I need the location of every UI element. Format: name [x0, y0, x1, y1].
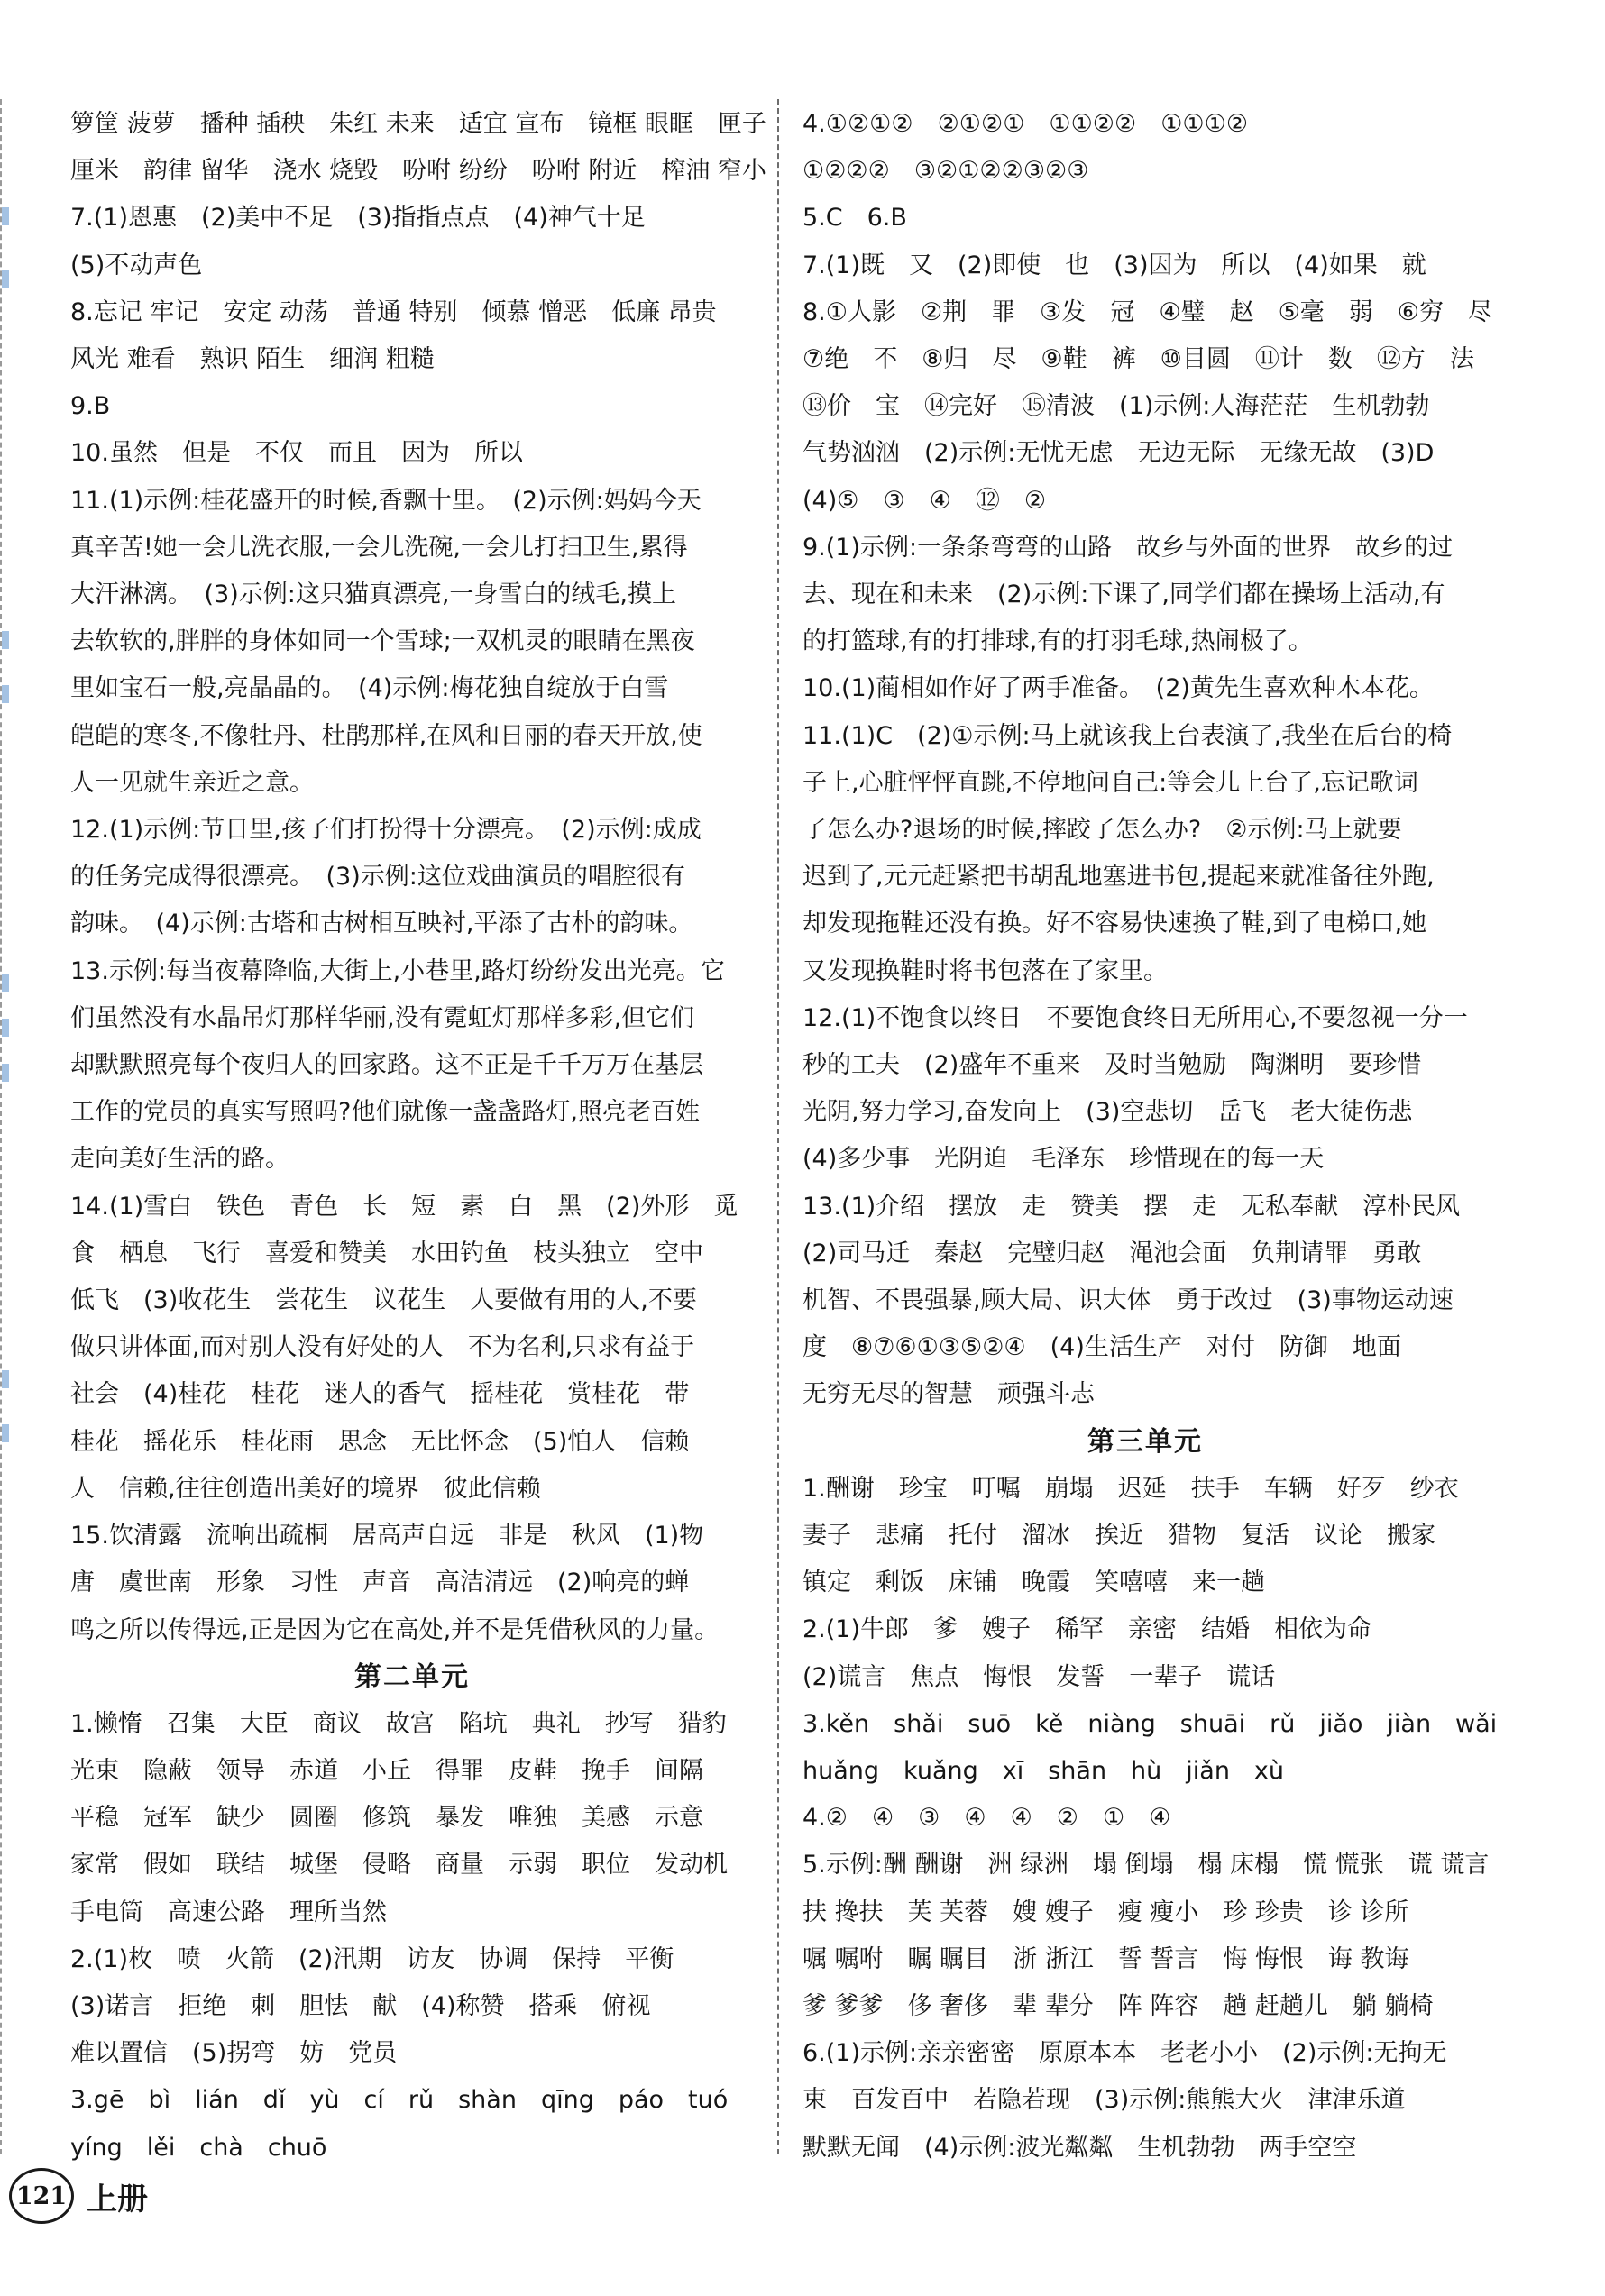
answer-line: 去、现在和未来 (2)示例:下课了,同学们都在操场上活动,有 [802, 581, 1445, 609]
answer-line: 人 信赖,往往创造出美好的境界 彼此信赖 [70, 1474, 541, 1503]
answer-line: 10.(1)蔺相如作好了两手准备。 (2)黄先生喜欢种木本花。 [802, 674, 1434, 703]
answer-line: 平稳 冠军 缺少 圆圈 修筑 暴发 唯独 美感 示意 [70, 1804, 703, 1833]
answer-line: 里如宝石一般,亮晶晶的。 (4)示例:梅花独自绽放于白雪 [70, 674, 669, 703]
answer-line: yíng lěi chà chuō [70, 2133, 327, 2162]
answer-line: 低飞 (3)收花生 尝花生 议花生 人要做有用的人,不要 [70, 1286, 697, 1315]
answer-line: 镇定 剩饭 床铺 晚霞 笑嘻嘻 来一趟 [802, 1569, 1265, 1597]
answer-line: 们虽然没有水晶吊灯那样华丽,没有霓虹灯那样多彩,但它们 [70, 1003, 695, 1032]
margin-mark [2, 974, 9, 992]
answer-line: 14.(1)雪白 铁色 青色 长 短 素 白 黑 (2)外形 觅 [70, 1192, 738, 1221]
volume-label: 上册 [87, 2181, 148, 2218]
answer-line: 做只讲体面,而对别人没有好处的人 不为名利,只求有益于 [70, 1333, 695, 1362]
answer-line: 的打篮球,有的打排球,有的打羽毛球,热闹极了。 [802, 627, 1313, 656]
answer-line: 2.(1)枚 喷 火箭 (2)汛期 访友 协调 保持 平衡 [70, 1944, 674, 1973]
margin-mark [2, 1064, 9, 1082]
section-heading: 第三单元 [1087, 1425, 1203, 1458]
margin-mark [2, 631, 9, 649]
answer-line: 了怎么办?退场的时候,摔跤了怎么办? ②示例:马上就要 [802, 816, 1402, 845]
answer-line: ①②②② ③②①②②③②③ [802, 157, 1089, 186]
answer-line: 3.kěn shǎi suō kě niàng shuāi rǔ jiǎo jiàn wǎi [802, 1709, 1498, 1738]
answer-line: 唐 虞世南 形象 习性 声音 高洁清远 (2)响亮的蝉 [70, 1569, 690, 1597]
answer-line: (4)⑤ ③ ④ ⑫ ② [802, 486, 1047, 515]
margin-mark [2, 270, 9, 288]
answer-line: 家常 假如 联结 城堡 侵略 商量 示弱 职位 发动机 [70, 1851, 728, 1880]
answer-line: 度 ⑧⑦⑥①③⑤②④ (4)生活生产 对付 防御 地面 [802, 1333, 1401, 1362]
answer-line: 去软软的,胖胖的身体如同一个雪球;一双机灵的眼睛在黑夜 [70, 627, 695, 656]
answer-line: 11.(1)C (2)①示例:马上就该我上台表演了,我坐在后台的椅 [802, 721, 1453, 750]
answer-line: 光束 隐蔽 领导 赤道 小丘 得罪 皮鞋 挽手 间隔 [70, 1756, 703, 1785]
margin-mark [2, 1370, 9, 1388]
answer-line: 食 栖息 飞行 喜爱和赞美 水田钓鱼 枝头独立 空中 [70, 1239, 703, 1267]
answer-line: 7.(1)既 又 (2)即使 也 (3)因为 所以 (4)如果 就 [802, 251, 1426, 279]
answer-line: 3.gē bì lián dǐ yù cí rǔ shàn qīng páo tuó [70, 2086, 729, 2115]
answer-line: 工作的党员的真实写照吗?他们就像一盏盏路灯,照亮老百姓 [70, 1098, 700, 1127]
answer-line: 8.忘记 牢记 安定 动荡 普通 特别 倾慕 憎恶 低廉 昂贵 [70, 297, 717, 326]
answer-line: 却发现拖鞋还没有换。好不容易快速换了鞋,到了电梯口,她 [802, 910, 1427, 938]
answer-line: 气势汹汹 (2)示例:无忧无虑 无边无际 无缘无故 (3)D [802, 439, 1435, 468]
answer-line: huǎng kuǎng xī shān hù jiǎn xù [802, 1756, 1285, 1785]
answer-line: 扶 搀扶 芙 芙蓉 嫂 嫂子 瘦 瘦小 珍 珍贵 诊 诊所 [802, 1898, 1409, 1926]
answer-line: 默默无闻 (4)示例:波光粼粼 生机勃勃 两手空空 [802, 2133, 1357, 2162]
answer-line: 10.虽然 但是 不仅 而且 因为 所以 [70, 439, 523, 468]
answer-line: 人一见就生亲近之意。 [70, 768, 314, 797]
answer-line: 又发现换鞋时将书包落在了家里。 [802, 956, 1168, 985]
answer-line: 11.(1)示例:桂花盛开的时候,香飘十里。 (2)示例:妈妈今天 [70, 486, 702, 515]
answer-line: 束 百发百中 若隐若现 (3)示例:熊熊大火 津津乐道 [802, 2086, 1406, 2115]
answer-line: 箩筐 菠萝 播种 插秧 朱红 未来 适宜 宣布 镜框 眼眶 匣子 [70, 110, 766, 138]
margin-mark [2, 685, 9, 703]
answer-line: 鸣之所以传得远,正是因为它在高处,并不是凭借秋风的力量。 [70, 1615, 720, 1644]
margin-mark [2, 207, 9, 225]
page-number-badge: 121 [9, 2168, 74, 2224]
answer-line: 厘米 韵律 留华 浇水 烧毁 吩咐 纷纷 吩咐 附近 榨油 窄小 [70, 157, 766, 186]
margin-mark [2, 1424, 9, 1442]
answer-line: (4)多少事 光阴迫 毛泽东 珍惜现在的每一天 [802, 1145, 1325, 1174]
answer-line: 真辛苦!她一会儿洗衣服,一会儿洗碗,一会儿打扫卫生,累得 [70, 533, 688, 562]
answer-line: 9.(1)示例:一条条弯弯的山路 故乡与外面的世界 故乡的过 [802, 533, 1454, 562]
answer-line: 大汗淋漓。 (3)示例:这只猫真漂亮,一身雪白的绒毛,摸上 [70, 581, 677, 609]
answer-line: ⑦绝 不 ⑧归 尽 ⑨鞋 裤 ⑩目圆 ⑪计 数 ⑫方 法 [802, 345, 1474, 374]
left-answer-column [70, 101, 766, 2172]
answer-line: 9.B [70, 392, 111, 421]
answer-line: 嘱 嘱咐 瞩 瞩目 浙 浙江 誓 誓言 悔 悔恨 诲 教诲 [802, 1944, 1409, 1973]
answer-line: 2.(1)牛郎 爹 嫂子 稀罕 亲密 结婚 相依为命 [802, 1615, 1372, 1644]
answer-line: (2)司马迁 秦赵 完璧归赵 渑池会面 负荆请罪 勇敢 [802, 1239, 1422, 1267]
section-heading: 第二单元 [354, 1660, 470, 1693]
answer-line: 光阴,努力学习,奋发向上 (3)空悲切 岳飞 老大徒伤悲 [802, 1098, 1413, 1127]
answer-line: 社会 (4)桂花 桂花 迷人的香气 摇桂花 赏桂花 带 [70, 1380, 690, 1409]
right-answer-column [802, 101, 1498, 2172]
answer-line: 13.示例:每当夜幕降临,大街上,小巷里,路灯纷纷发出光亮。它 [70, 956, 725, 985]
answer-line: 13.(1)介绍 摆放 走 赞美 摆 走 无私奉献 淳朴民风 [802, 1192, 1461, 1221]
answer-line: 风光 难看 熟识 陌生 细润 粗糙 [70, 345, 435, 374]
margin-mark [2, 1019, 9, 1037]
answer-line: 8.①人影 ②荆 罪 ③发 冠 ④璧 赵 ⑤毫 弱 ⑥穷 尽 [802, 297, 1492, 326]
left-margin-binding-line [0, 99, 20, 2154]
answer-line: (2)谎言 焦点 悔恨 发誓 一辈子 谎话 [802, 1662, 1276, 1691]
answer-line: 12.(1)示例:节日里,孩子们打扮得十分漂亮。 (2)示例:成成 [70, 816, 702, 845]
answer-line: 难以置信 (5)拐弯 妨 党员 [70, 2039, 398, 2068]
answer-line: 6.(1)示例:亲亲密密 原原本本 老老小小 (2)示例:无拘无 [802, 2039, 1447, 2068]
answer-line: 妻子 悲痛 托付 溜冰 挨近 猎物 复活 议论 搬家 [802, 1521, 1435, 1550]
answer-line: 1.懒惰 召集 大臣 商议 故宫 陷坑 典礼 抄写 猎豹 [70, 1709, 727, 1738]
answer-line: 无穷无尽的智慧 顽强斗志 [802, 1380, 1095, 1409]
answer-line: (5)不动声色 [70, 251, 203, 279]
answer-line: (3)诺言 拒绝 刺 胆怯 献 (4)称赞 搭乘 俯视 [70, 1991, 651, 2020]
answer-line: 7.(1)恩惠 (2)美中不足 (3)指指点点 (4)神气十足 [70, 204, 646, 233]
answer-line: ⑬价 宝 ⑭完好 ⑮清波 (1)示例:人海茫茫 生机勃勃 [802, 392, 1430, 421]
answer-line: 却默默照亮每个夜归人的回家路。这不正是千千万万在基层 [70, 1051, 703, 1080]
answer-line: 5.C 6.B [802, 204, 907, 233]
answer-line: 韵味。 (4)示例:古塔和古树相互映衬,平添了古朴的韵味。 [70, 910, 693, 938]
answer-line: 的任务完成得很漂亮。 (3)示例:这位戏曲演员的唱腔很有 [70, 863, 685, 892]
answer-line: 1.酬谢 珍宝 叮嘱 崩塌 迟延 扶手 车辆 好歹 纱衣 [802, 1474, 1459, 1503]
answer-line: 子上,心脏怦怦直跳,不停地问自己:等会儿上台了,忘记歌词 [802, 768, 1418, 797]
answer-line: 秒的工夫 (2)盛年不重来 及时当勉励 陶渊明 要珍惜 [802, 1051, 1422, 1080]
page-footer [9, 2168, 148, 2224]
answer-line: 皑皑的寒冬,不像牡丹、杜鹃那样,在风和日丽的春天开放,使 [70, 721, 702, 750]
answer-line: 爹 爹爹 侈 奢侈 辈 辈分 阵 阵容 趟 赶趟儿 躺 躺椅 [802, 1991, 1434, 2020]
answer-line: 机智、不畏强暴,顾大局、识大体 勇于改过 (3)事物运动速 [802, 1286, 1454, 1315]
answer-line: 走向美好生活的路。 [70, 1145, 289, 1174]
answer-line: 4.② ④ ③ ④ ④ ② ① ④ [802, 1804, 1171, 1833]
answer-line: 15.饮清露 流响出疏桐 居高声自远 非是 秋风 (1)物 [70, 1522, 704, 1550]
answer-line: 手电筒 高速公路 理所当然 [70, 1898, 387, 1926]
column-divider [777, 99, 779, 2154]
answer-line: 桂花 摇花乐 桂花雨 思念 无比怀念 (5)怕人 信赖 [70, 1427, 690, 1456]
answer-line: 4.①②①② ②①②① ①①②② ①①①② [802, 110, 1249, 138]
answer-line: 迟到了,元元赶紧把书胡乱地塞进书包,提起来就准备往外跑, [802, 863, 1435, 892]
answer-line: 5.示例:酬 酬谢 洲 绿洲 塌 倒塌 榻 床榻 慌 慌张 谎 谎言 [802, 1851, 1490, 1880]
answer-line: 12.(1)不饱食以终日 不要饱食终日无所用心,不要忽视一分一 [802, 1003, 1468, 1032]
